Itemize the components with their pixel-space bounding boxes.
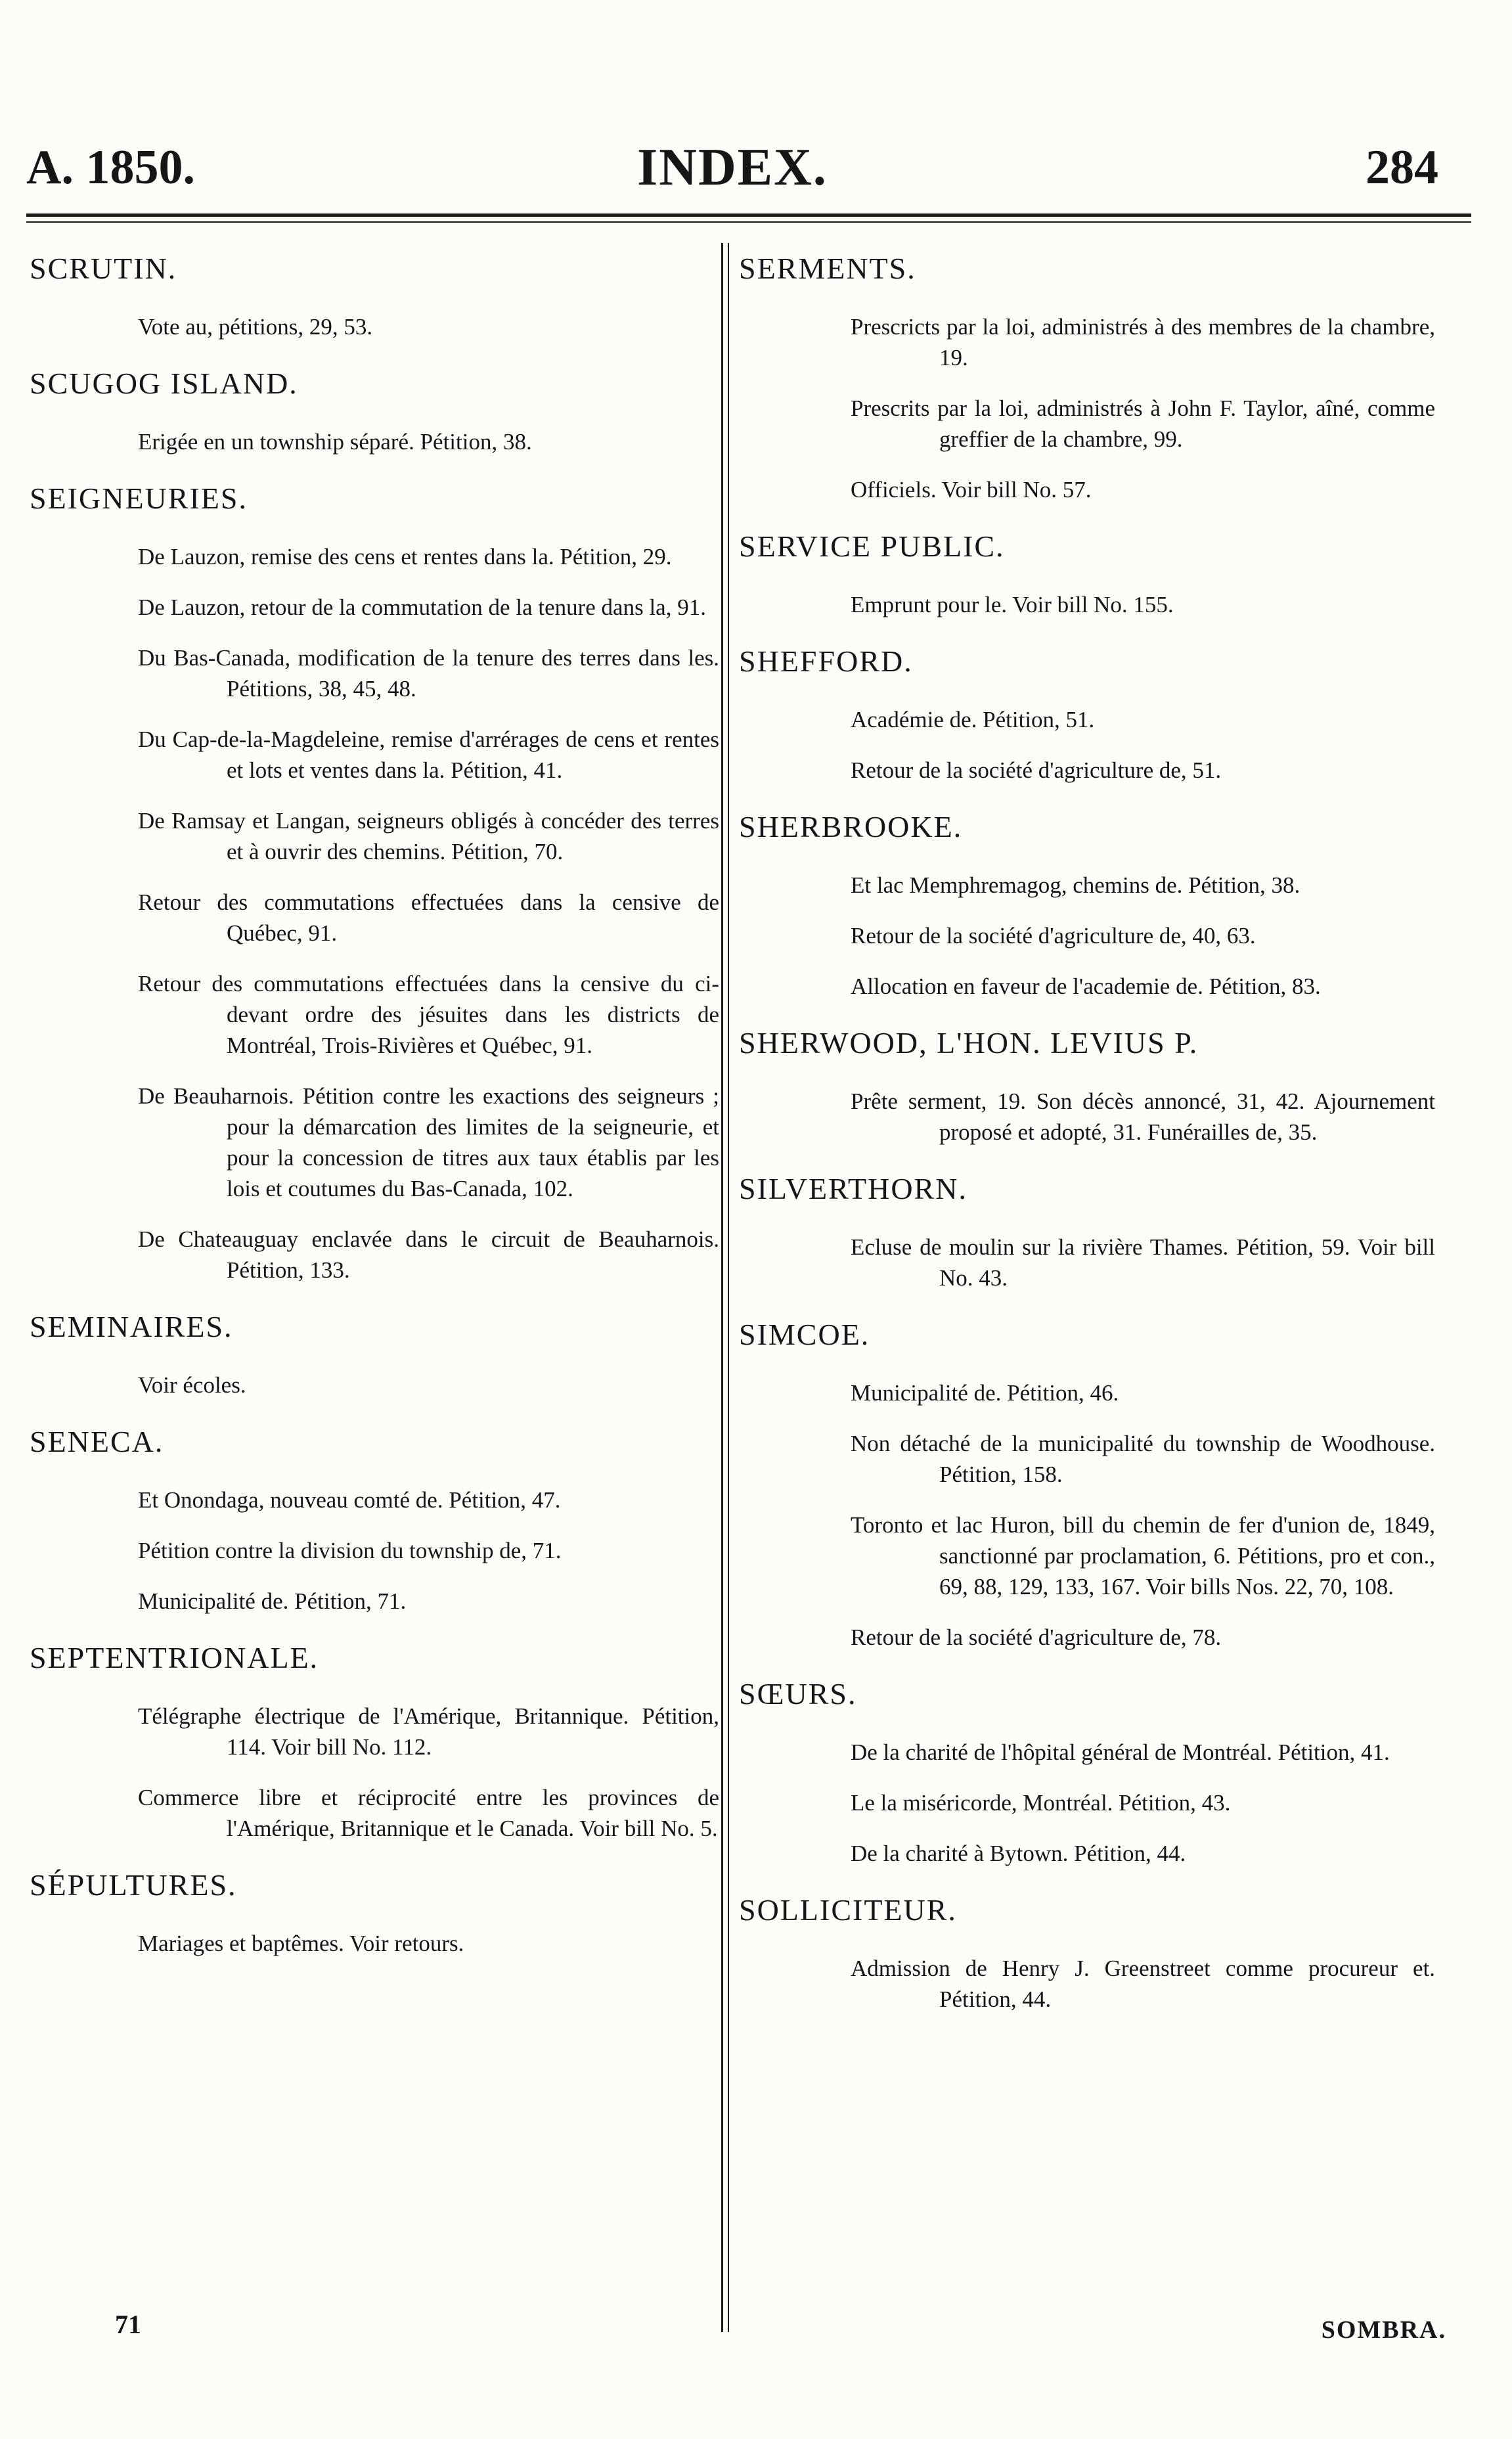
entry-subentry: Retour de la société d'agriculture de, 78. (851, 1624, 1222, 1650)
running-header (26, 135, 1438, 200)
entry-subentry: Mariages et baptêmes. Voir retours. (138, 1931, 464, 1956)
entry-subentry: Et Onondaga, nouveau comté de. Pétition, 47. (138, 1487, 561, 1513)
entry-subentry: De la charité à Bytown. Pétition, 44. (851, 1841, 1186, 1866)
entry-heading: SERMENTS. (739, 252, 916, 285)
entry-subentry: Retour de la société d'agriculture de, 40, 63. (851, 923, 1256, 949)
entry-subentry: Ecluse de moulin sur la rivière Thames. Pétition, 59. Voir bill No. 43. (851, 1234, 1435, 1291)
entry-subentry: Retour de la société d'agriculture de, 51. (851, 757, 1222, 783)
entry-subentry: Officiels. Voir bill No. 57. (851, 477, 1092, 503)
index-entry (739, 642, 1435, 786)
entry-subentry: Vote au, pétitions, 29, 53. (138, 314, 373, 340)
entry-subentry: Prescrits par la loi, administrés à John F. Taylor, aîné, comme greffier de la chambre, 99. (851, 395, 1435, 452)
entry-heading: SŒURS. (739, 1677, 857, 1711)
column-divider (721, 243, 723, 2332)
header-rule-thin (26, 221, 1471, 223)
entry-subentry: Le la miséricorde, Montréal. Pétition, 43. (851, 1790, 1231, 1816)
entry-subentry: Voir écoles. (138, 1372, 246, 1398)
entry-subentry: Commerce libre et réciprocité entre les provinces de l'Amérique, Britannique et le Canada. Voir bill No. 5. (138, 1785, 719, 1841)
index-entry (739, 250, 1435, 505)
entry-subentry: Retour des commutations effectuées dans la censive du ci-devant ordre des jésuites dans les districts de Montréal, Trois-Rivières et Québec, 91. (138, 971, 719, 1058)
entry-heading: SERVICE PUBLIC. (739, 529, 1005, 563)
entry-heading: SCUGOG ISLAND. (30, 367, 298, 400)
entry-subentry: Du Cap-de-la-Magdeleine, remise d'arrérages de cens et rentes et lots et ventes dans la. Pétition, 41. (138, 727, 719, 783)
entry-subentry: Du Bas-Canada, modification de la tenure des terres dans les. Pétitions, 38, 45, 48. (138, 645, 719, 702)
entry-subentry: De Beauharnois. Pétition contre les exactions des seigneurs ; pour la démarcation des limites de la seigneurie, et pour la concession de titres aux taux établis par les lois et coutumes du Bas-Canada, 102. (138, 1083, 719, 1201)
signature-mark: 71 (115, 2310, 141, 2339)
index-entry (30, 1866, 719, 1959)
entry-heading: SEIGNEURIES. (30, 481, 248, 515)
header-rule-thick (26, 213, 1471, 217)
index-entry (30, 250, 719, 342)
index-entry (739, 527, 1435, 620)
entry-heading: SHERWOOD, L'HON. LEVIUS P. (739, 1026, 1199, 1060)
index-entry (739, 1675, 1435, 1869)
header-year: A. 1850. (26, 141, 195, 194)
index-entry (30, 1423, 719, 1617)
entry-subentry: Prête serment, 19. Son décès annoncé, 31, 42. Ajournement proposé et adopté, 31. Funérailles de, 35. (851, 1088, 1435, 1145)
entry-subentry: De la charité de l'hôpital général de Montréal. Pétition, 41. (851, 1739, 1390, 1765)
entry-heading: SHEFFORD. (739, 644, 913, 678)
entry-subentry: Toronto et lac Huron, bill du chemin de fer d'union de, 1849, sanctionné par proclamation, 6. Pétitions, pro et con., 69, 88, 129, 133, 167. Voir bills Nos. 22, 70, 108. (851, 1512, 1435, 1600)
entry-subentry: De Lauzon, retour de la commutation de la tenure dans la, 91. (138, 594, 706, 620)
entry-subentry: Municipalité de. Pétition, 71. (138, 1588, 407, 1614)
index-entry (739, 1170, 1435, 1293)
entry-subentry: Pétition contre la division du township de, 71. (138, 1538, 562, 1563)
entry-heading: SÉPULTURES. (30, 1868, 237, 1902)
entry-subentry: De Chateauguay enclavée dans le circuit de Beauharnois. Pétition, 133. (138, 1226, 719, 1283)
index-entry (30, 1639, 719, 1844)
entry-heading: SEPTENTRIONALE. (30, 1641, 319, 1674)
entry-subentry: Admission de Henry J. Greenstreet comme procureur et. Pétition, 44. (851, 1956, 1435, 2012)
left-column (30, 250, 719, 1981)
right-column (739, 250, 1435, 2037)
index-entry (30, 480, 719, 1286)
entry-subentry: Municipalité de. Pétition, 46. (851, 1380, 1119, 1406)
entry-subentry: Retour des commutations effectuées dans la censive de Québec, 91. (138, 889, 719, 946)
entry-heading: SHERBROOKE. (739, 810, 963, 843)
entry-subentry: De Lauzon, remise des cens et rentes dans la. Pétition, 29. (138, 544, 672, 570)
entry-subentry: Académie de. Pétition, 51. (851, 707, 1095, 732)
header-title: INDEX. (637, 139, 828, 196)
entry-heading: SEMINAIRES. (30, 1310, 233, 1343)
index-entry (739, 808, 1435, 1002)
entry-subentry: Erigée en un township séparé. Pétition, 38. (138, 429, 532, 455)
entry-heading: SCRUTIN. (30, 252, 177, 285)
entry-heading: SOLLICITEUR. (739, 1893, 957, 1927)
column-divider-inner (728, 243, 729, 2332)
entry-heading: SILVERTHORN. (739, 1172, 967, 1205)
entry-subentry: De Ramsay et Langan, seigneurs obligés à concéder des terres et à ouvrir des chemins. Pétition, 70. (138, 808, 719, 864)
entry-subentry: Emprunt pour le. Voir bill No. 155. (851, 592, 1174, 617)
entry-heading: SIMCOE. (739, 1318, 870, 1351)
entry-subentry: Et lac Memphremagog, chemins de. Pétition, 38. (851, 872, 1301, 898)
entry-subentry: Télégraphe électrique de l'Amérique, Britannique. Pétition, 114. Voir bill No. 112. (138, 1703, 719, 1760)
index-entry (30, 1308, 719, 1400)
index-entry (739, 1316, 1435, 1653)
header-page-number: 284 (1366, 141, 1438, 194)
catchword: SOMBRA. (1321, 2316, 1446, 2344)
index-entry (739, 1024, 1435, 1148)
entry-heading: SENECA. (30, 1425, 164, 1458)
entry-subentry: Prescricts par la loi, administrés à des membres de la chambre, 19. (851, 314, 1435, 370)
entry-subentry: Non détaché de la municipalité du township de Woodhouse. Pétition, 158. (851, 1431, 1435, 1487)
index-entry (739, 1891, 1435, 2015)
index-entry (30, 365, 719, 457)
entry-subentry: Allocation en faveur de l'academie de. Pétition, 83. (851, 973, 1321, 999)
